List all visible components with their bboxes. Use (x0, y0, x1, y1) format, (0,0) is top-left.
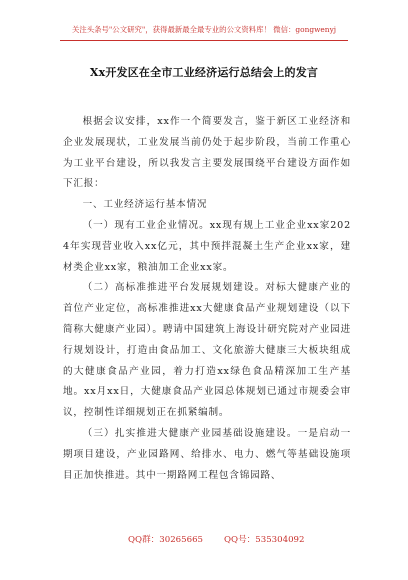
qq-number: QQ号：535304092 (224, 535, 305, 545)
body-paragraph: （一）现有工业企业情况。xx现有规上工业企业xx家2024年实现营业收入xx亿元，其中预拌混凝土生产企业xx家，建材类企业xx家，粮油加工企业xx家。 (63, 219, 351, 273)
document-body (63, 112, 351, 486)
footer-contacts (0, 530, 408, 550)
header-divider (60, 40, 348, 41)
intro-paragraph: 根据会议安排，xx作一个简要发言，鉴于新区工业经济和企业发展现状，工业发展当前仍处于起步阶段，当前工作重心为工业平台建设，所以我发言主要发展围绕平台建设方面作如下汇报： (63, 116, 351, 190)
header-banner: 关注头条号"公文研究"，获得最新最全最专业的公文资料库！ 微信：gongwenyj (71, 25, 337, 34)
section-heading: 一、工业经济运行基本情况 (82, 199, 208, 211)
body-paragraph: （二）高标准推进平台发展规划建设。对标大健康产业的首位产业定位，高标准推进xx大健康食品产业规划建设（以下简称大健康产业园）。聘请中国建筑上海设计研究院对产业园进行规划设计，打造由食品加工、文化旅游大健康三大板块组成的大健康食品产业园，着力打造xx绿色食品精深加工生产基地。xx月xx日，大健康食品产业园总体规划已通过市规委会审议，控制性详细规划正在抓紧编制。 (63, 282, 351, 419)
body-paragraph: （三）扎实推进大健康产业园基础设施建设。一是启动一期项目建设，产业园路网、给排水、电力、燃气等基础设施项目正加快推进。其中一期路网工程包含锦园路、 (63, 427, 351, 481)
document-title: Xx开发区在全市工业经济运行总结会上的发言 (89, 66, 319, 79)
qq-group-number: QQ群：30265665 (128, 535, 204, 545)
